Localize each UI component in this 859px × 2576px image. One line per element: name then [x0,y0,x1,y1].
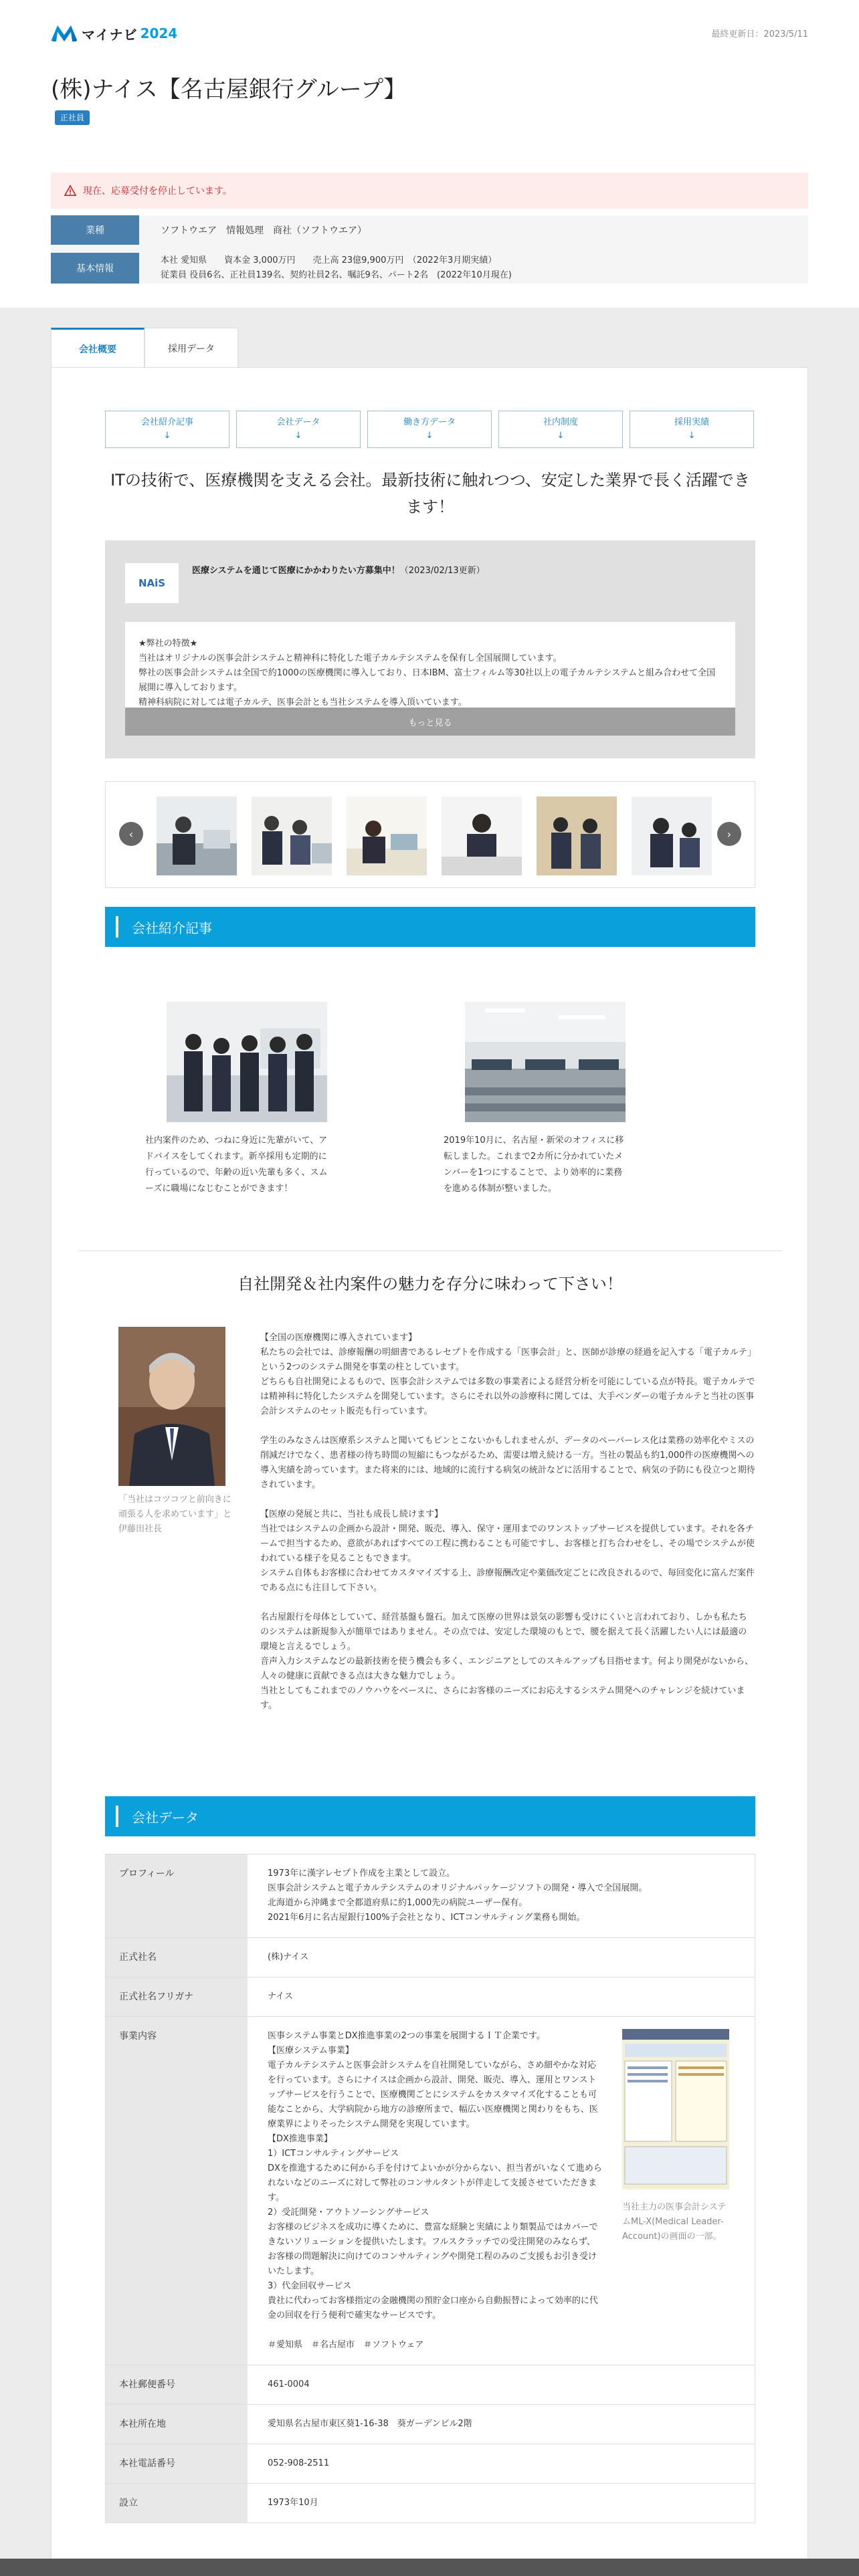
news-date: （2023/02/13更新） [399,566,485,576]
gallery-photo [537,796,617,875]
basic-info-row [51,253,808,284]
basic-info-line1: 本社 愛知県 資本金 3,000万円 売上高 23億9,900万円 （2022年3月期実績） [161,255,497,265]
quick-link-intro-article[interactable] [105,411,229,448]
row-value-business [248,2017,755,2365]
message-paragraph: 【医療の発展と共に、当社も成長し続けます】 当社ではシステムの企画から設計・開発、販売、導入、保守・運用までのワンストップサービスを提供しています。それを各チームで担当するため、意欲があればすべての工程に携わることも可能ですし、お客様と打ち合わせをし、その場でシステムが使われている様子を見ることもできます。 システム自体もお客様に合わせてカスタマイズする上、診療報酬改定や薬価改定ごとに改良されるので、毎回変化に富んだ案件である点にも注目して下さい。 [260,1509,755,1593]
tab-recruitment-data[interactable]: 採用データ [145,328,238,368]
intro-photo [167,1002,327,1122]
arrow-down-icon: ↓ [163,431,171,441]
gallery-photo [157,796,237,875]
row-label: 設立 [106,2484,248,2523]
basic-info-value [139,253,512,283]
intro-photo-caption: 2019年10月に、名古屋・新栄のオフィスに移転しました。これまで2カ所に分かれていたメンバーを1つにすることで、より効率的に業務を進める体制が整いました。 [444,1136,624,1194]
row-label: 正式社名フリガナ [106,1977,248,2016]
quick-link-hiring-results[interactable] [630,411,754,448]
gallery-prev-button[interactable]: ‹ [119,822,143,846]
intro-photo [465,1002,626,1122]
message-paragraph: 【全国の医療機関に導入されています】 私たちの会社では、診療報酬の明細書であるレセプトを作成する「医事会計」と、医師が診療の経過を記入する「電子カルテ」という2つのシステム開発を事業の柱としています。 どちらも自社開発によるもので、医事会計システムでは多数の事業者による経営分析を可能にしている点が特長。電子カルテでは精神科に特化したシステムを開発しています。さらにそれ以外の診療科に関しては、大手ベンダーの電子カルテと当社の医事会計システムのセット販売も行っています。 [260,1333,755,1416]
main-content [51,367,808,2576]
mynavi-logo[interactable] [51,23,177,44]
row-value: 461-0004 [268,2379,310,2389]
photo-gallery [105,781,755,888]
message-body [260,1331,755,1728]
table-row [105,2444,755,2484]
mynavi-logo-icon [51,25,78,41]
gallery-thumbnail[interactable] [537,796,617,875]
page-header [0,0,859,308]
quick-links [105,411,754,448]
business-description: 医事システム事業とDX推進事業の2つの事業を展開するＩＴ企業です。 【医療システム事業】 電子カルテシステムと医事会計システムを自社開発していながら、さめ細やかな対応を行っています。さらにナイスは企画から設計、開発、販売、導入、運用とワンストップサービスを行うことで、医療機関ごとにシステムをカスタマイズ化することも可能なことから、大学病院から地方の診療所まで、幅広い医療機関と関わりをもち、医療業界によりそったシステム開発を実現しています。 【DX推進事業】 1）ICTコンサルティングサービス DXを推進するために何から手を付けてよいかが分からない、担当者がいなくて進められないなどのニーズに対して弊社のコンサルタントが伴走して支援させていただきます。 2）受託開発・アウトソーシングサービス お客様のビジネスを成功に導くために、豊富な経験と実績により類製品ではカバーできないソリューションを提供いたします。フルスクラッチでの受注開発のみならず、お客様の問題解決に向けてのコンサルティングや開発工程のみのご支援もお引き受けいたします。 3）代金回収サービス 貴社に代わってお客様指定の金融機関の預貯金口座から自動振替によって効率的に代金の回収を行う便利で確実なサービスです。 [268,2031,602,2321]
logo-year: 2024 [140,25,178,41]
row-label: プロフィール [106,1854,248,1937]
president-portrait [118,1327,225,1486]
industry-label: 業種 [51,215,139,245]
office-photo [465,1002,626,1122]
gallery-next-button[interactable]: › [717,822,741,846]
company-data-table [105,1854,755,2523]
section-heading-company-data: 会社データ [105,1796,755,1836]
system-screenshot [622,2029,729,2189]
company-logo: NAiS [125,563,179,603]
quick-link-label: 社内制度 [543,417,578,427]
news-body-line: 弊社の医事会計システムは全国で約1000の医療機関に導入しており、日本IBM、富士フィルム等30社以上の電子カルテシステムと組み合わせて全国展開に導入しております。 [138,668,716,693]
gallery-photo [347,796,427,875]
table-row [105,1977,755,2017]
gallery-photo [252,796,332,875]
staff-group-photo [167,1002,327,1122]
news-body-line: 当社はオリジナルの医事会計システムと精神科に特化した電子カルテシステムを保有し全国展開しています。 [138,653,562,663]
table-row [105,2484,755,2523]
logo-text: マイナビ [82,26,138,43]
gallery-thumbnail[interactable] [252,796,332,875]
news-title[interactable]: 医療システムを通じて医療にかかわりたい方募集中！ [192,566,400,576]
screenshot-caption: 当社主力の医事会計システムML-X(Medical Leader-Account)の画面の一部。 [622,2202,727,2242]
quick-link-label: 採用実績 [674,417,709,427]
intro-photo-caption: 社内案件のため、つねに身近に先輩がいて、アドバイスをしてくれます。新卒採用も定期的に行っているので、年齢の近い先輩も多く、スムーズに職場になじむことができます！ [145,1136,328,1194]
table-row [105,1938,755,1977]
message-paragraph: 名古屋銀行を母体としていて、経営基盤も盤石。加えて医療の世界は景気の影響も受けにくいと言われており、しかも私たちのシステムは新規参入が簡単ではありません。その点では、安定した環境のもとで、腰を据えて長く活躍したい人には最適の環境と言えるでしょう。 音声入力システムなどの最新技術を使う機会も多く、エンジニアとしてのスキルアップも目指せます。何より開発がないから、人々の健康に貢献できる点は大きな魅力でしょう。 当社としてもこれまでのノウハウをベースに、さらにお客様のニーズにお応えするシステム開発へのチャレンジを続けています。 [260,1612,754,1711]
basic-info-line2: 従業員 役員6名、正社員139名、契約社員2名、嘱託9名、パート2名 (2022年10月現在) [161,270,512,280]
portrait-caption: 「当社はコツコツと前向きに頑張る人を求めています」と伊藤田社長 [118,1495,232,1534]
employment-type-badge: 正社員 [55,110,90,125]
news-read-more[interactable] [125,708,735,736]
message-paragraph: 学生のみなさんは医療系システムと聞いてもピンとこないかもしれませんが、データのペーパーレス化は業務の効率化やミスの削減だけでなく、患者様の待ち時間の短縮にもつながるため、需要は増え続ける一方。当社の製品も約1,000件の医療機関への導入実績を誇っています。また将来的には、地域的に流行する病気の統計などに活用することで、病気の予防にも役立つと期待されています。 [260,1436,755,1490]
basic-info-label: 基本情報 [51,253,139,284]
quick-link-label: 会社データ [276,417,320,427]
row-value: 愛知県名古屋市東区葵1-16-38 葵ガーデンビル2階 [268,2419,472,2429]
gallery-thumbnail[interactable] [157,796,237,875]
news-body-line: ★弊社の特徴★ [138,639,198,649]
catch-copy: ITの技術で、医療機関を支える会社。最新技術に触れつつ、安定した業界で長く活躍できます！ [110,471,750,516]
row-value: 052-908-2511 [268,2458,330,2468]
gallery-photo [632,796,712,875]
quick-link-label: 働き方データ [403,417,456,427]
basic-info-box [51,215,808,284]
president-photo [118,1327,225,1486]
quick-link-company-data[interactable] [236,411,361,448]
arrow-down-icon: ↓ [557,431,565,441]
news-body-line: 精神科病院に対しては電子カルテ、医事会計とも当社システムを導入頂いています。 [138,697,467,708]
section-heading-intro: 会社紹介記事 [105,907,755,947]
row-value: 1973年10月 [268,2498,318,2508]
quick-link-internal-systems[interactable] [498,411,623,448]
table-row [105,2017,755,2365]
row-value: 1973年に漢字レセプト作成を主業として設立。 医事会計システムと電子カルテシステムのオリジナルパッケージソフトの開発・導入で全国展開。 北海道から沖縄まで全都道府県に約1,000先の病院ユーザー保有。 2021年6月に名古屋銀行100%子会社となり、ICTコンサルティング業務も開始。 [268,1868,648,1923]
intro-photo-card [444,1002,626,1197]
gallery-photo [442,796,522,875]
bottom-bar [0,2559,859,2576]
quick-link-work-style[interactable] [367,411,492,448]
industry-value: ソフトウエア 情報処理 商社（ソフトウエア） [161,225,367,236]
row-label: 本社電話番号 [106,2444,248,2483]
row-label: 本社郵便番号 [106,2365,248,2404]
table-row [105,2365,755,2405]
gallery-thumbnails [157,796,712,875]
row-value: ナイス [268,1992,293,2002]
row-label: 本社所在地 [106,2405,248,2444]
quick-link-label: 会社紹介記事 [140,417,193,427]
table-row [105,2405,755,2444]
message-title: 自社開発＆社内案件の魅力を存分に味わって下さい！ [237,1275,623,1293]
row-value: (株)ナイス [268,1952,309,1962]
arrow-down-icon: ↓ [688,431,696,441]
row-label: 正式社名 [106,1938,248,1977]
intro-photo-card [145,1002,328,1197]
application-closed-alert [51,173,808,209]
business-tags: ＃愛知県 ＃名古屋市 ＃ソフトウェア [268,2340,424,2350]
industry-row [51,215,808,245]
row-label: 事業内容 [106,2017,248,2365]
news-panel [105,540,755,758]
arrow-down-icon: ↓ [425,431,434,441]
last-updated: 最終更新日：2023/5/11 [711,29,808,39]
gallery-thumbnail[interactable] [347,796,427,875]
arrow-down-icon: ↓ [294,431,302,441]
page-title: (株)ナイス【名古屋銀行グループ】 [51,76,407,103]
gallery-thumbnail[interactable] [632,796,712,875]
alert-text: 現在、応募受付を停止しています。 [83,186,232,197]
tab-company-overview[interactable]: 会社概要 [51,328,145,368]
table-row [105,1854,755,1938]
gallery-thumbnail[interactable] [442,796,522,875]
page-tabs [51,328,238,368]
read-more-label: もっと見る [408,718,452,728]
warning-icon [64,185,76,197]
news-title-line [192,563,485,576]
